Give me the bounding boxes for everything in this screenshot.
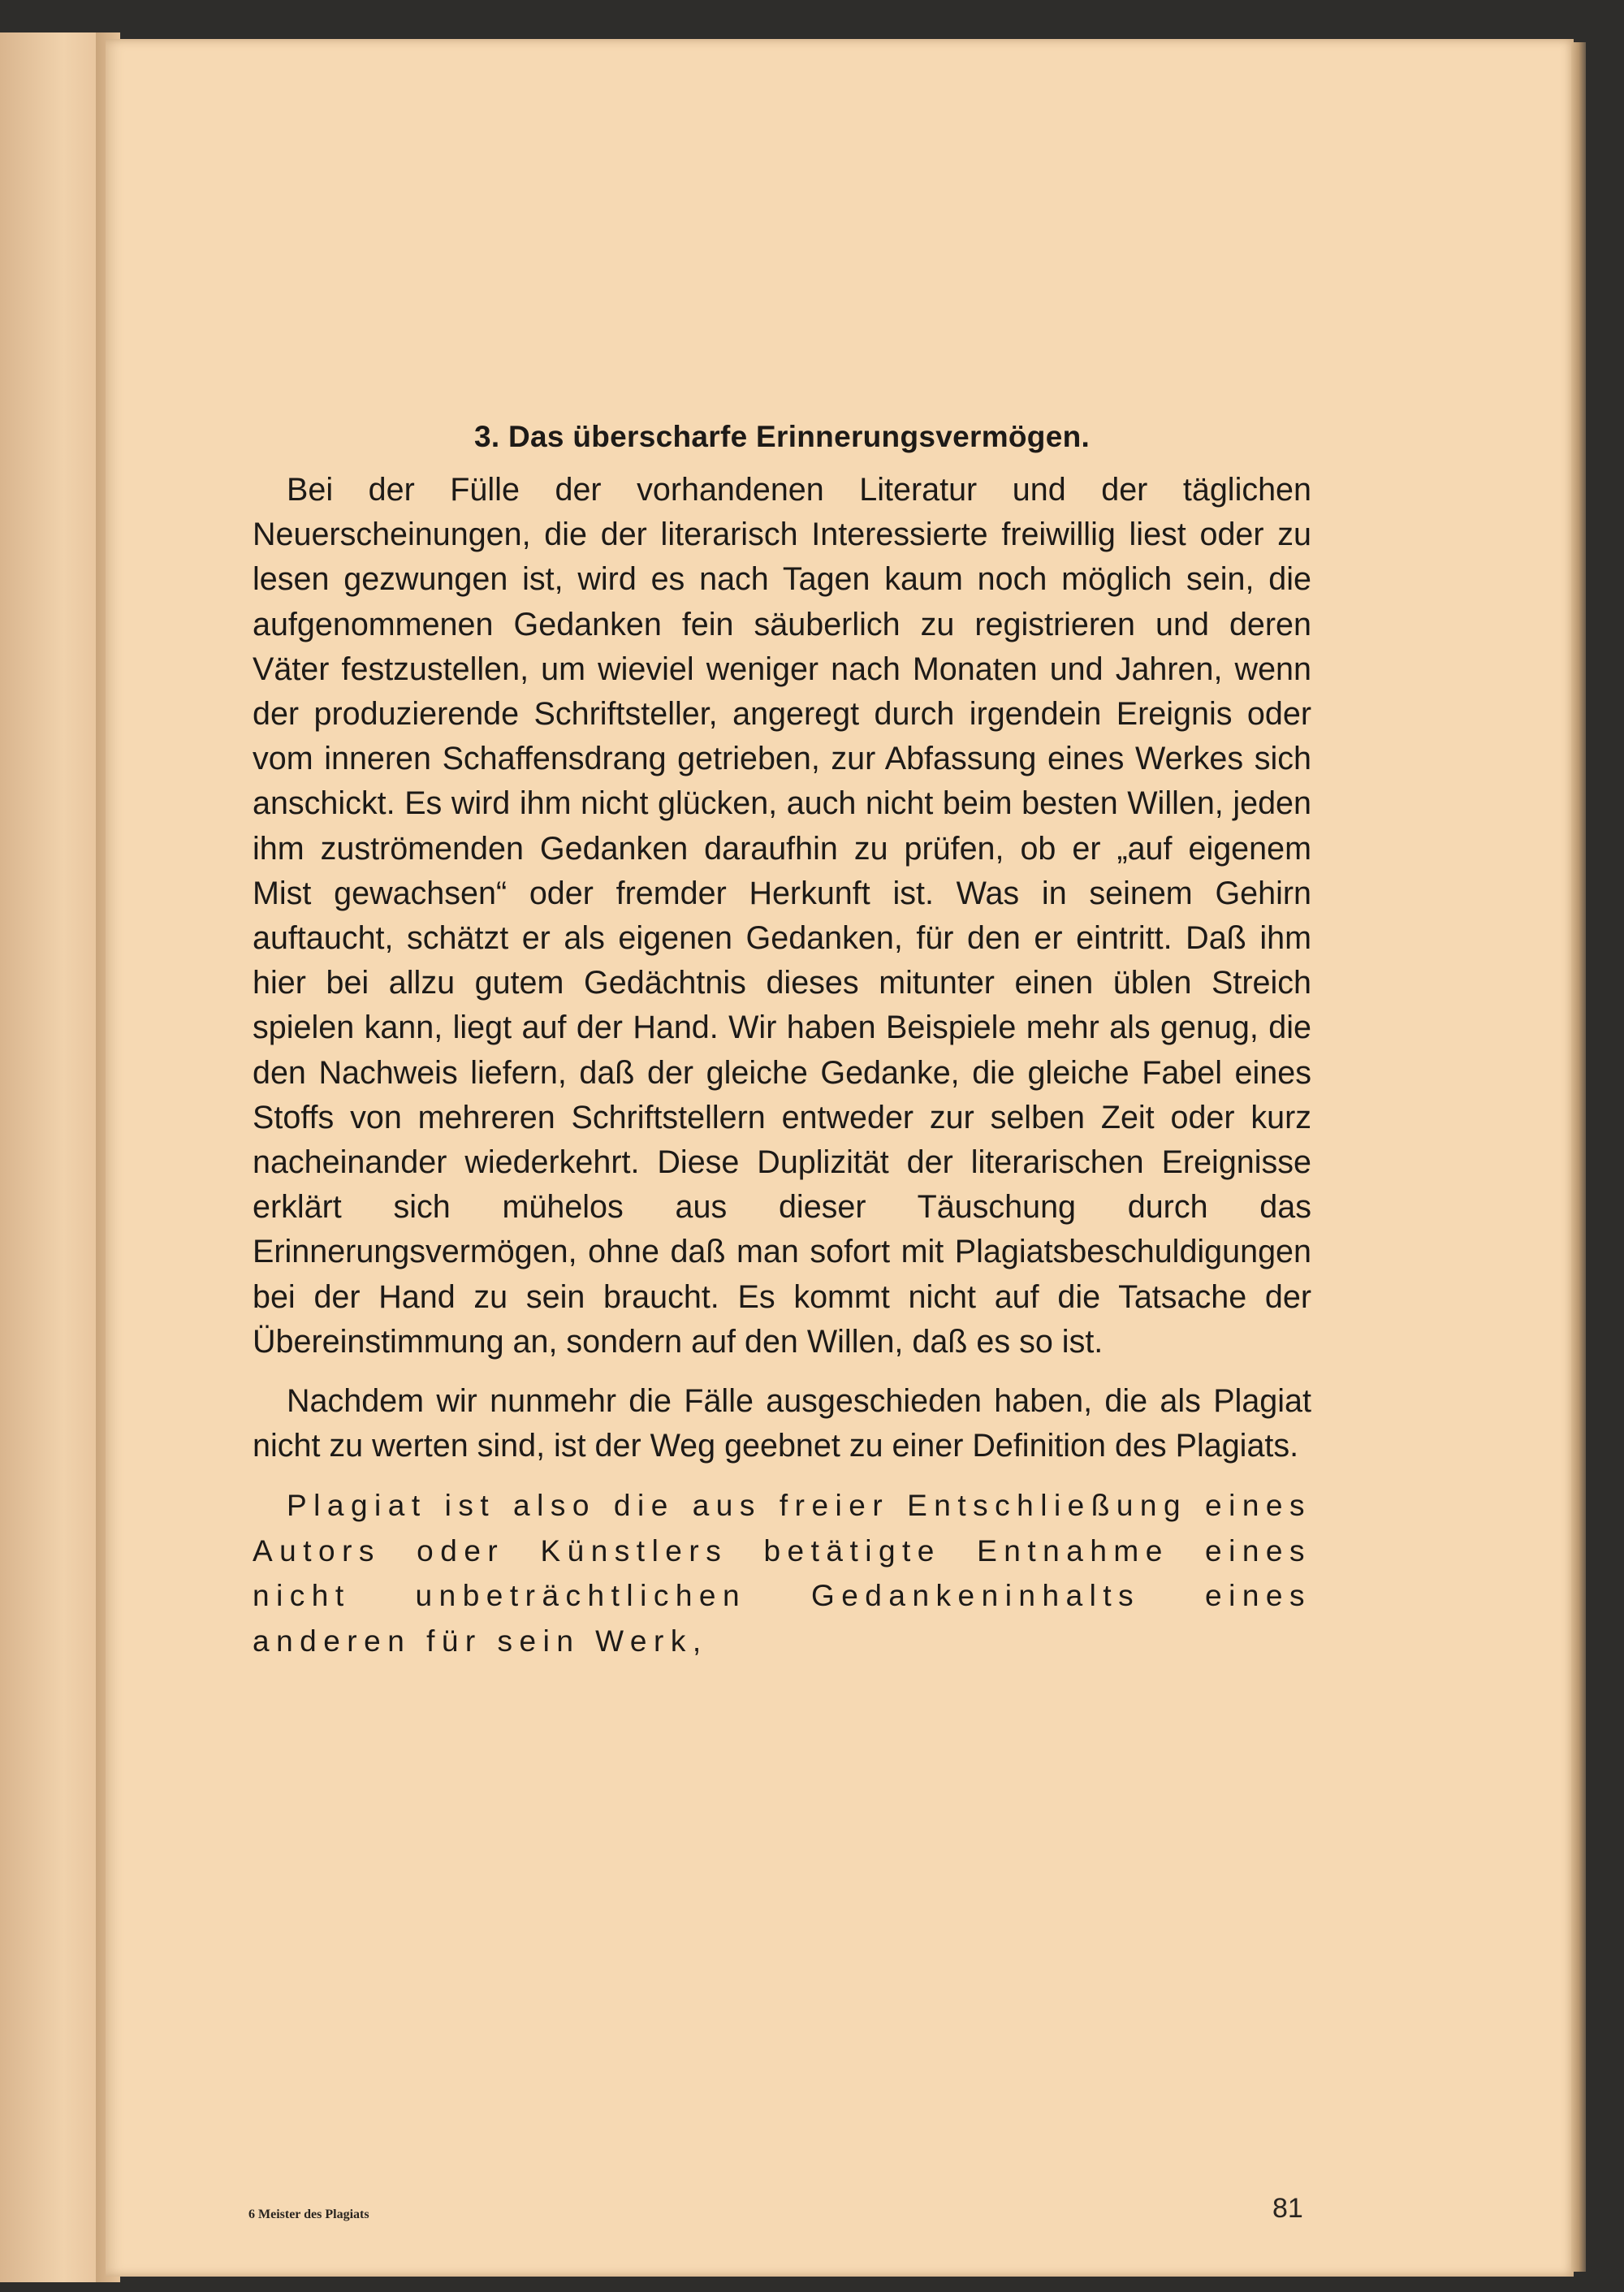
- paragraph-1: Bei der Fülle der vorhandenen Literatur und der täglichen Neuerscheinungen, die der literarisch Interessierte freiwillig liest oder zu lesen gezwungen ist, wird es nach Tagen kaum noch möglich sein, die aufgenommenen Gedanken fein säuberlich zu registrieren und deren Väter festzustellen, um wieviel weniger nach Monaten und Jahren, wenn der produzierende Schriftsteller, angeregt durch irgendein Ereignis oder vom inneren Schaffensdrang getrieben, zur Abfassung eines Werkes sich anschickt. Es wird ihm nicht glücken, auch nicht beim besten Willen, jeden ihm zuströmenden Gedanken daraufhin zu prüfen, ob er „auf eigenem Mist gewachsen“ oder fremder Herkunft ist. Was in seinem Gehirn auftaucht, schätzt er als eigenen Gedanken, für den er eintritt. Daß ihm hier bei allzu gutem Gedächtnis dieses mitunter einen üblen Streich spielen kann, liegt auf der Hand. Wir haben Beispiele mehr als genug, die den Nachweis liefern, daß der gleiche Gedanke, die gleiche Fabel eines Stoffs von mehreren Schriftstellern entweder zur selben Zeit oder kurz nacheinander wiederkehrt. Diese Duplizität der literarischen Ereignisse erklärt sich mühelos aus dieser Täuschung durch das Erinnerungsvermögen, ohne daß man sofort mit Plagiatsbeschuldigungen bei der Hand zu sein braucht. Es kommt nicht auf die Tatsache der Übereinstimmung an, sondern auf den Willen, daß es so ist.: [253, 472, 1311, 1360]
- printer-signature: 6 Meister des Plagiats: [248, 2208, 369, 2221]
- page-edge-right: [1571, 42, 1586, 2272]
- section-heading: 3. Das überscharfe Erinnerungsvermögen.: [473, 420, 1091, 453]
- text-block: [253, 413, 1311, 1663]
- definition-paragraph: Plagiat ist also die aus freier Entschließung eines Autors oder Künstlers betätigte Entnahme eines nicht unbeträchtlichen Gedankeninhalts eines anderen für sein Werk,: [253, 1489, 1311, 1658]
- facing-page-edge: [0, 32, 106, 2282]
- paragraph-2: Nachdem wir nunmehr die Fälle ausgeschieden haben, die als Plagiat nicht zu werten sind, ist der Weg geebnet zu einer Definition des Plagiats.: [253, 1383, 1311, 1464]
- page-number: 81: [1272, 2193, 1303, 2224]
